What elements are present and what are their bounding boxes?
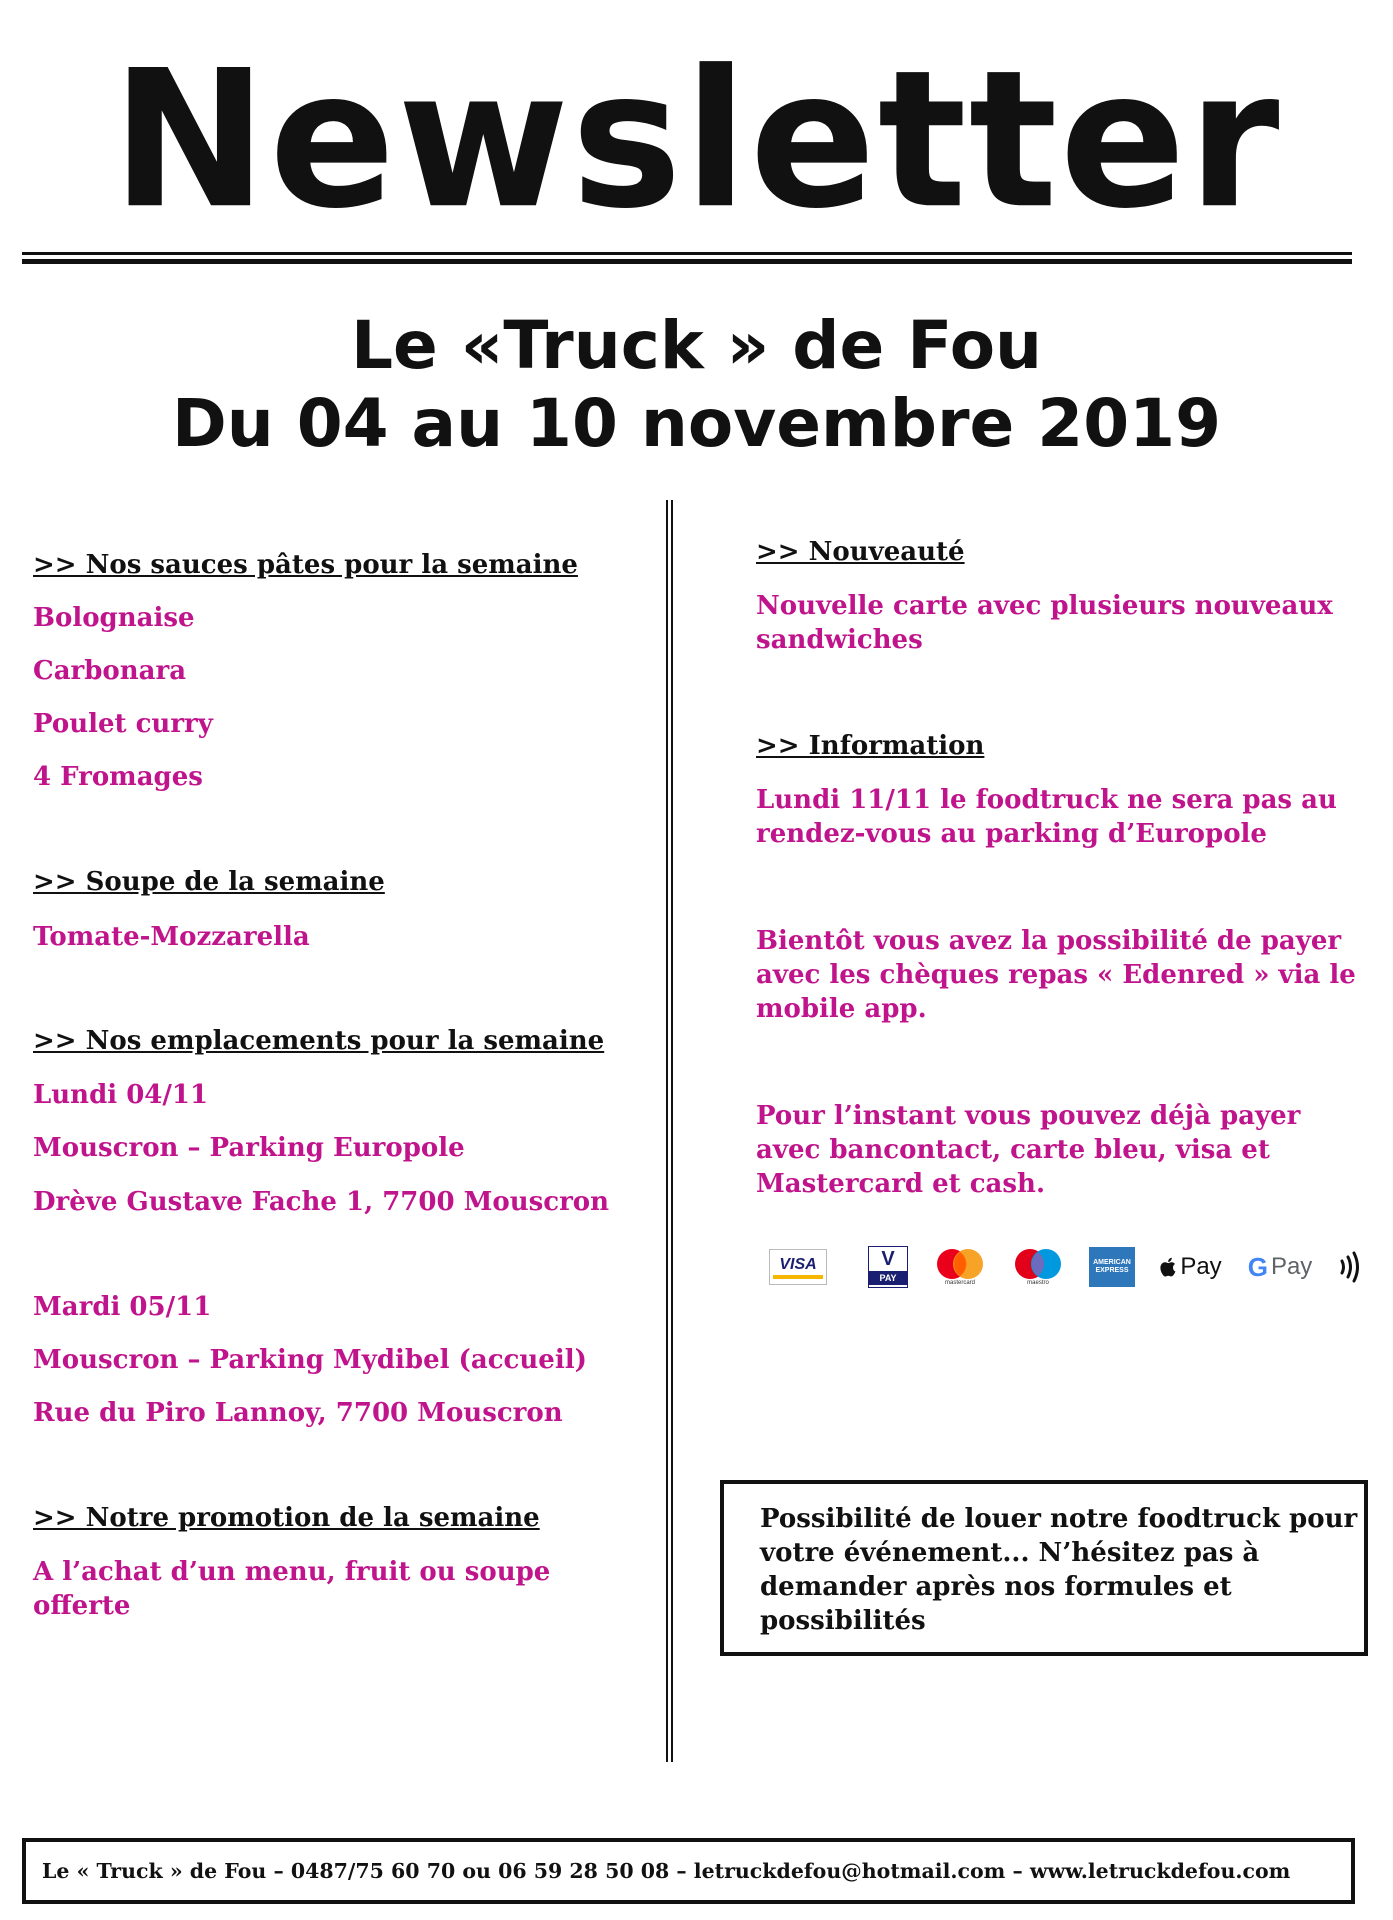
- maestro-icon: maestro: [1008, 1245, 1068, 1289]
- information-heading: >> Information: [756, 731, 985, 761]
- sauce-item: 4 Fromages: [33, 762, 203, 792]
- masthead-title: Newsletter: [111, 28, 1282, 251]
- visa-icon: VISA: [768, 1245, 828, 1289]
- sauce-item: Poulet curry: [33, 709, 213, 739]
- masthead-rule-bottom: [22, 259, 1352, 264]
- location-address: Drève Gustave Fache 1, 7700 Mouscron: [33, 1187, 610, 1217]
- location-day: Mardi 05/11: [33, 1292, 212, 1322]
- location-place: Mouscron – Parking Mydibel (accueil): [33, 1345, 587, 1375]
- location-day: Lundi 04/11: [33, 1080, 209, 1110]
- vpay-icon: V PAY: [866, 1245, 910, 1289]
- soupe-item: Tomate-Mozzarella: [33, 922, 310, 952]
- nouveaute-text: Nouvelle carte avec plusieurs nouveaux sandwiches: [756, 591, 1333, 655]
- contactless-icon: [1334, 1245, 1368, 1289]
- nouveaute-heading: >> Nouveauté: [756, 537, 965, 567]
- masthead-rule-top: [22, 252, 1352, 255]
- information-text: Pour l’instant vous pouvez déjà payer avec bancontact, carte bleu, visa et Mastercard et cash.: [756, 1101, 1301, 1199]
- sauces-heading: >> Nos sauces pâtes pour la semaine: [33, 550, 578, 580]
- sauce-item: Bolognaise: [33, 603, 195, 633]
- rental-info-text: Possibilité de louer notre foodtruck pour votre événement... N’hésitez pas à demander après nos formules et possibilités: [760, 1504, 1358, 1636]
- column-divider: [666, 500, 673, 1762]
- footer-contact: [22, 1838, 1355, 1904]
- promotion-text: A l’achat d’un menu, fruit ou soupe offerte: [33, 1557, 551, 1621]
- page-title: Le «Truck » de Fou: [350, 307, 1043, 384]
- payment-methods: [768, 1245, 1368, 1295]
- rental-info-box: [720, 1480, 1368, 1656]
- sauce-item: Carbonara: [33, 656, 187, 686]
- footer-contact-text: Le « Truck » de Fou – 0487/75 60 70 ou 06 59 28 50 08 – letruckdefou@hotmail.com – www.letruckdefou.com: [42, 1859, 1291, 1883]
- mastercard-icon: mastercard: [930, 1245, 990, 1289]
- google-pay-icon: G Pay: [1247, 1251, 1313, 1282]
- soupe-heading: >> Soupe de la semaine: [33, 867, 385, 897]
- information-text: Bientôt vous avez la possibilité de payer avec les chèques repas « Edenred » via le mobile app.: [756, 926, 1356, 1024]
- apple-pay-icon: Pay: [1158, 1245, 1224, 1289]
- date-range: Du 04 au 10 novembre 2019: [171, 385, 1221, 462]
- promotion-heading: >> Notre promotion de la semaine: [33, 1503, 540, 1533]
- information-text: Lundi 11/11 le foodtruck ne sera pas au rendez-vous au parking d’Europole: [756, 785, 1337, 849]
- location-address: Rue du Piro Lannoy, 7700 Mouscron: [33, 1398, 563, 1428]
- emplacements-heading: >> Nos emplacements pour la semaine: [33, 1026, 605, 1056]
- amex-icon: AMERICAN EXPRESS: [1088, 1245, 1136, 1289]
- location-place: Mouscron – Parking Europole: [33, 1133, 465, 1163]
